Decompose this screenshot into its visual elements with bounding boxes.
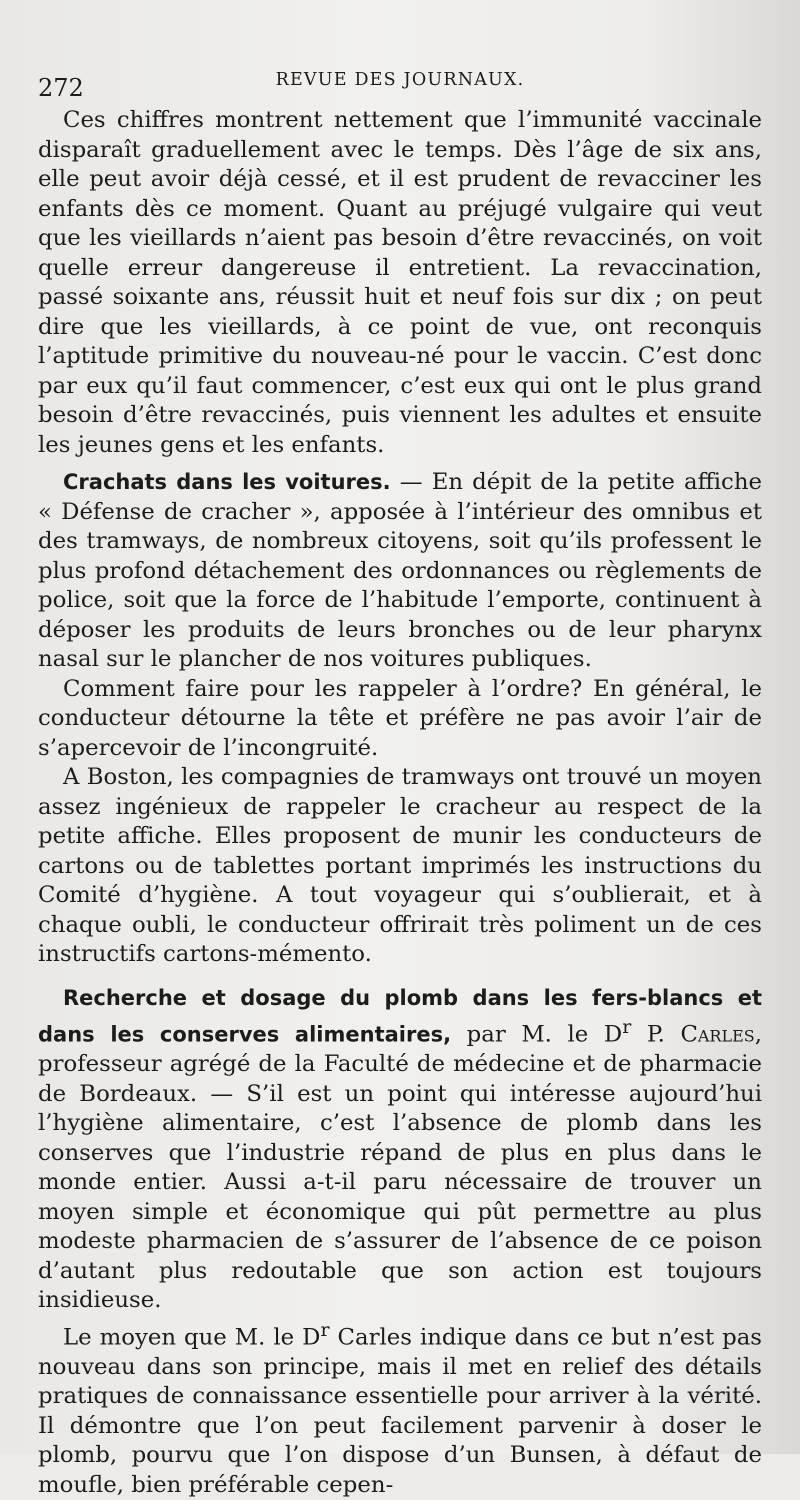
page-number: 272 [38,74,84,102]
running-head: REVUE DES JOURNAUX. [38,70,762,90]
section-plomb-text: — S’il est un point qui intéresse aujourd’hui l’hygiène alimentaire, c’est l’absence de plomb dans les conserves que l’industrie répand de plus en plus dans le monde entier. Aussi a-t-il paru nécessaire de trouver un moyen simple et économique qui pût permettre au plus modeste pharmacien de s’assurer de l’absence de ce poison d’autant plus redoutable que son action est toujours insidieuse. [38,1081,762,1314]
section-crachats-paragraph-3: A Boston, les compagnies de tramways ont trouvé un moyen assez ingénieux de rappeler le cracheur au respect de la petite affiche. Elles proposent de munir les conducteurs de cartons ou de tablettes portant imprimés les instructions du Comité d’hygiène. A tout voyageur qui s’oublierait, et à chaque oubli, le conducteur offrirait très poliment un de ces instructifs cartons-mémento. [38,763,762,970]
paragraph-vaccination: Ces chiffres montrent nettement que l’immunité vaccinale disparaît graduellement avec le temps. Dès l’âge de six ans, elle peut avoir déjà cessé, et il est prudent de revacciner les enfants dès ce moment. Quant au préjugé vulgaire qui veut que les vieillards n’aient pas besoin d’être revaccinés, on voit quelle erreur dangereuse il entretient. La revaccination, passé soixante ans, réussit huit et neuf fois sur dix ; on peut dire que les vieillards, à ce point de vue, ont reconquis l’aptitude primitive du nouveau-né pour le vaccin. C’est donc par eux qu’il faut commencer, c’est eux qui ont le plus grand besoin d’être revaccinés, puis viennent les adultes et ensuite les jeunes gens et les enfants. [38,106,762,460]
section-plomb-paragraph-2 [38,1316,762,1500]
section-plomb-affiliation: , professeur agrégé de la Faculté de médecine et de pharmacie de Bordeaux. [38,1022,762,1107]
section-plomb-title: Recherche et dosage du plomb dans les fers-blancs et dans les conserves alimentaires, [38,986,762,1047]
section-crachats-paragraph-2: Comment faire pour les rappeler à l’ordre? En général, le conducteur détourne la tête et préfère ne pas avoir l’air de s’apercevoir de l’incongruité. [38,675,762,764]
section-plomb [38,984,762,1500]
section-plomb-author-initial: P. [631,1022,680,1048]
section-crachats-title: Crachats dans les voitures. [63,470,391,494]
section-plomb-author-name: Carles [680,1022,754,1048]
section-crachats [38,468,762,970]
section-plomb-p2-sup: r [320,1319,329,1341]
section-plomb-p2-rest: Carles indique dans ce but n’est pas nouveau dans son principe, mais il met en relief des détails pratiques de connaissance essentielle pour arriver à la vérité. Il démontre que l’on peut facilement parvenir à doser le plomb, pourvu que l’on dispose d’un Bunsen, à défaut de moufle, bien préférable cepen- [38,1324,762,1498]
section-crachats-text: — En dépit de la petite affiche « Défense de cracher », apposée à l’intérieur des omnibus et des tramways, de nombreux citoyens, soit qu’ils professent le plus profond détachement des ordonnances ou règlements de police, soit que la force de l’habitude l’emporte, continuent à déposer les produits de leurs bronches ou de leur pharynx nasal sur le plancher de nos voitures publiques. [38,469,762,672]
section-plomb-paragraph [38,984,762,1316]
section-plomb-p2-start: Le moyen que M. le D [63,1324,320,1350]
section-plomb-byline-sup: r [622,1016,631,1038]
page-header [38,64,762,106]
section-crachats-paragraph [38,468,762,675]
section-plomb-byline: par M. le D [451,1022,622,1048]
